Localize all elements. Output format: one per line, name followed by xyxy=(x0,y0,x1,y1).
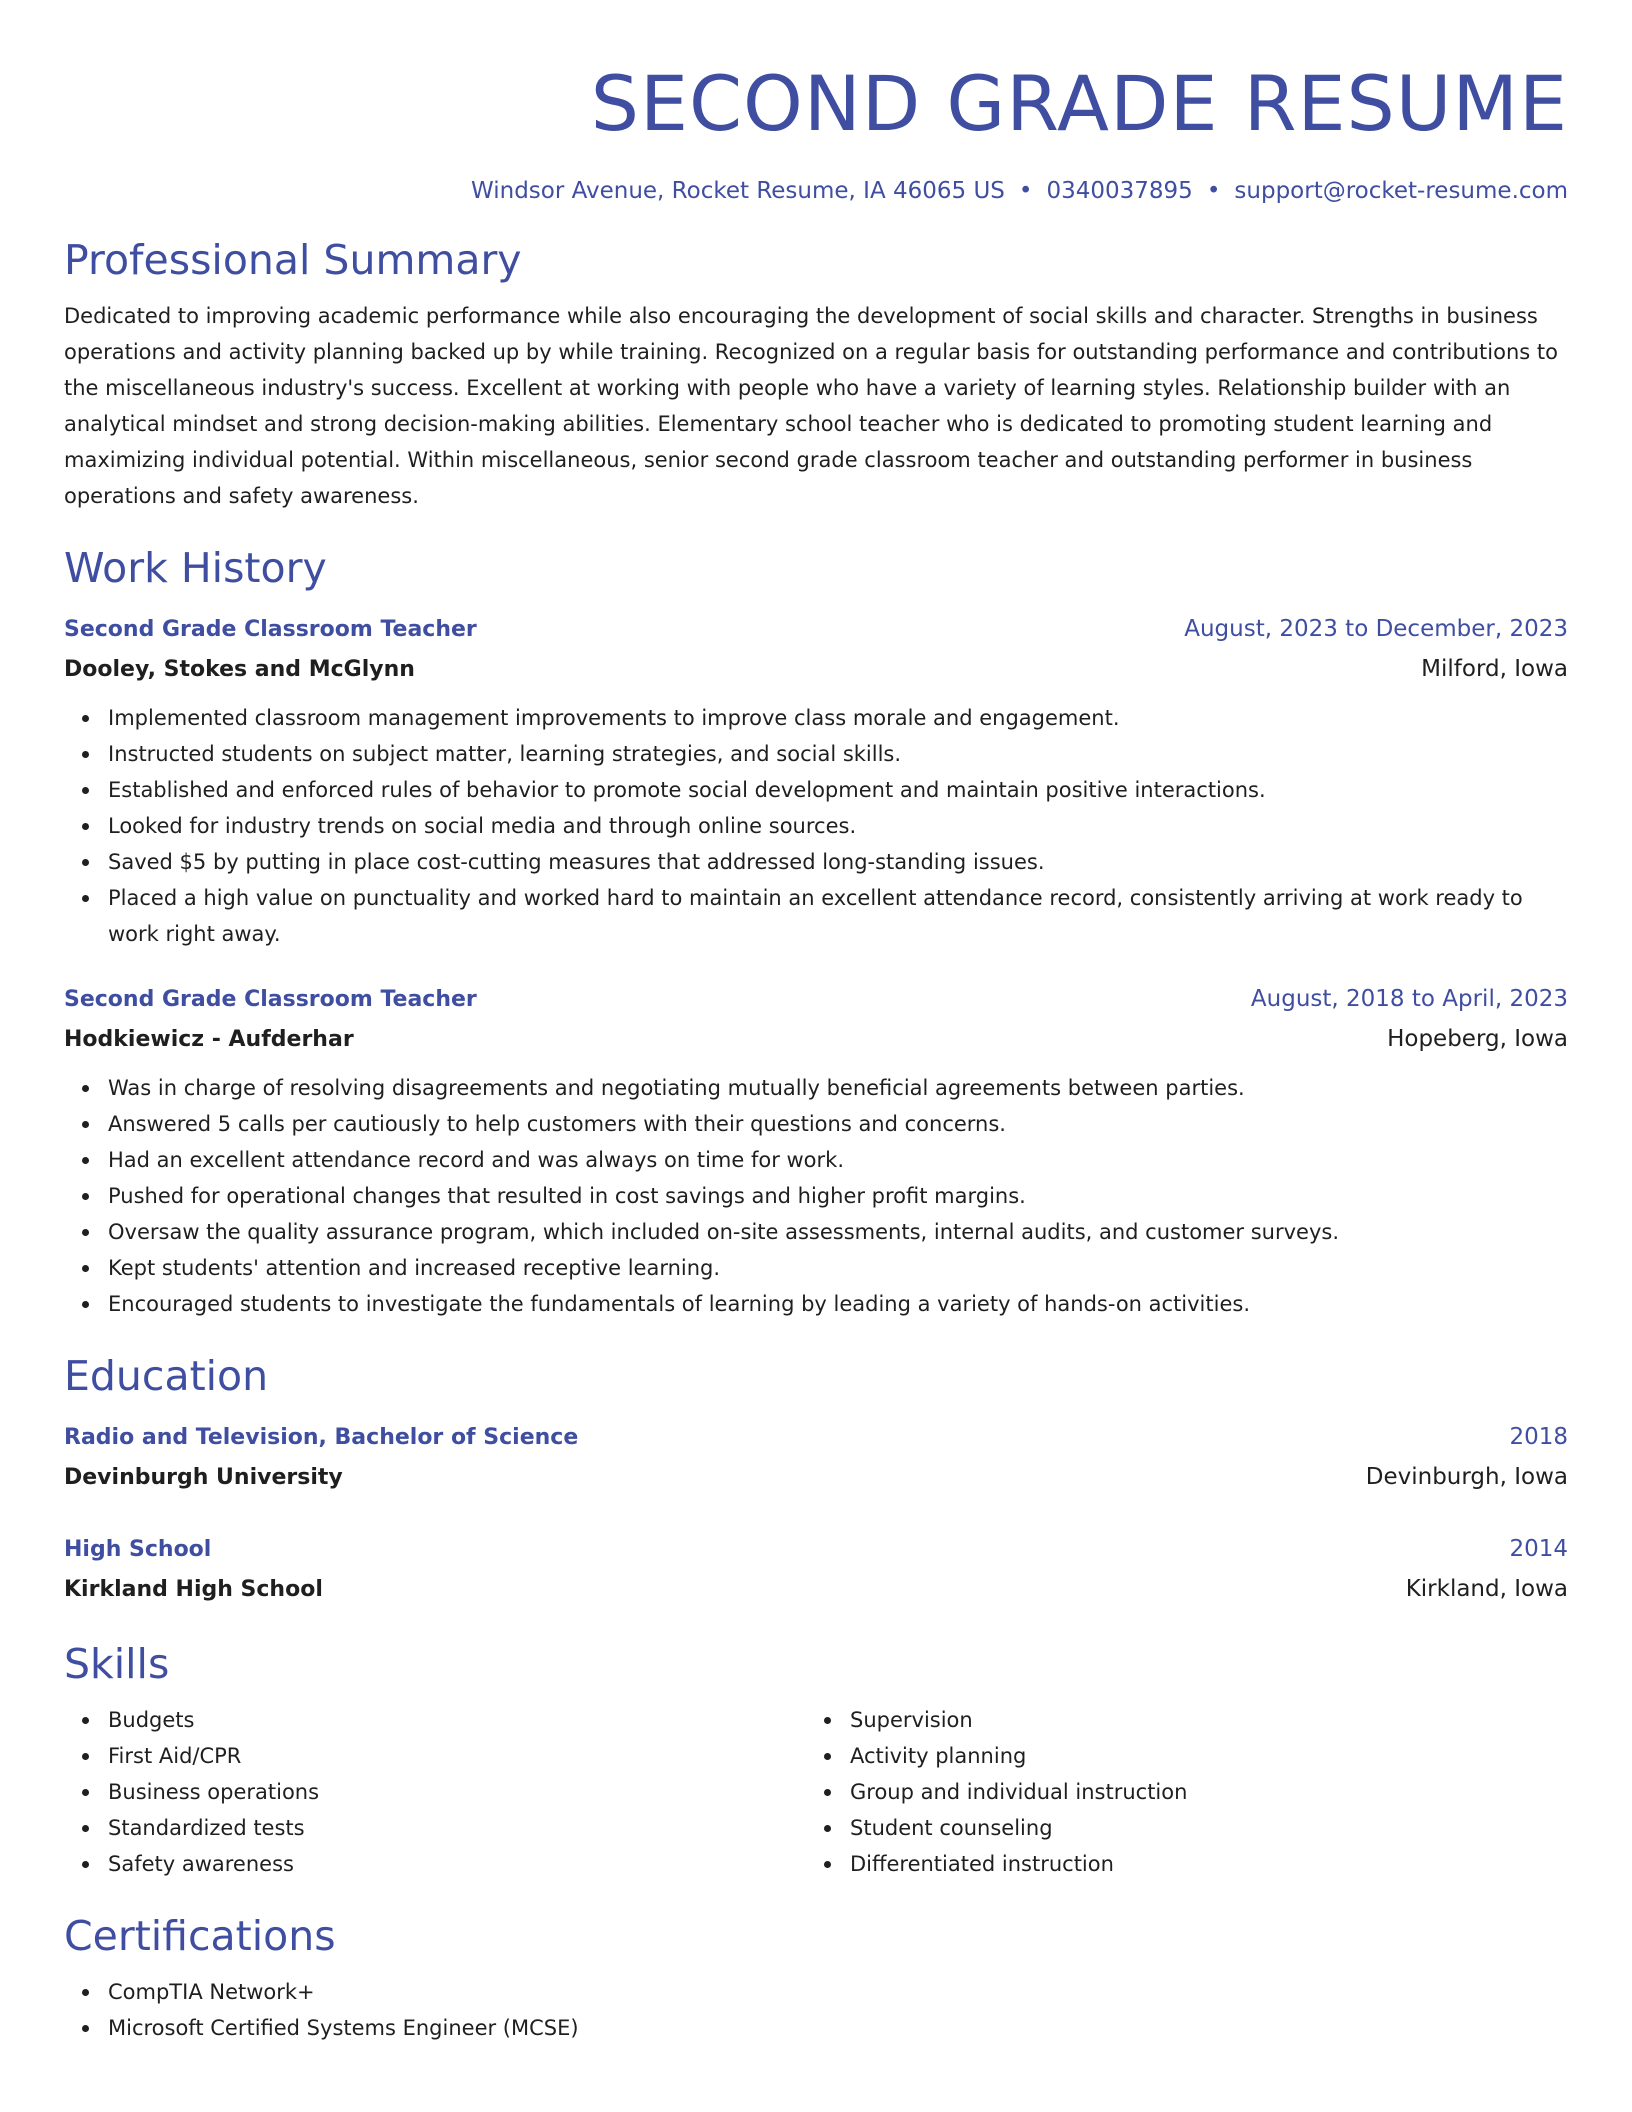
job-bullets xyxy=(64,700,1568,952)
list-item: Instructed students on subject matter, learning strategies, and social skills. xyxy=(108,736,1568,772)
job-entry xyxy=(64,610,1568,952)
education-entry xyxy=(64,1418,1568,1498)
list-item: Pushed for operational changes that resulted in cost savings and higher profit margins. xyxy=(108,1178,1568,1214)
list-item: Differentiated instruction xyxy=(850,1846,1548,1882)
job-location: Hopeberg, Iowa xyxy=(1387,1026,1568,1052)
list-item: Activity planning xyxy=(850,1738,1548,1774)
education-entry xyxy=(64,1530,1568,1610)
job-title: Second Grade Classroom Teacher xyxy=(64,617,477,642)
skills-section xyxy=(64,1636,1568,1882)
contact-email[interactable]: support@rocket-resume.com xyxy=(1234,178,1568,204)
skills-column-right xyxy=(806,1702,1548,1882)
work-history-section xyxy=(64,540,1568,1322)
list-item: Established and enforced rules of behavior to promote social development and maintain positive interactions. xyxy=(108,772,1568,808)
education-year: 2018 xyxy=(1509,1424,1568,1450)
list-item: Saved $5 by putting in place cost-cutting measures that addressed long-standing issues. xyxy=(108,844,1568,880)
list-item: Placed a high value on punctuality and worked hard to maintain an excellent attendance record, consistently arriving at work ready to work right away. xyxy=(108,880,1568,952)
contact-separator: • xyxy=(1018,178,1033,204)
skills-column-left xyxy=(64,1702,806,1882)
education-degree: High School xyxy=(64,1537,212,1562)
contact-line xyxy=(64,174,1568,208)
summary-heading: Professional Summary xyxy=(64,236,522,284)
list-item: Budgets xyxy=(108,1702,806,1738)
list-item: Answered 5 calls per cautiously to help customers with their questions and concerns. xyxy=(108,1106,1568,1142)
job-dates: August, 2023 to December, 2023 xyxy=(1184,616,1568,642)
list-item: Encouraged students to investigate the fundamentals of learning by leading a variety of hands-on activities. xyxy=(108,1286,1568,1322)
list-item: Oversaw the quality assurance program, which included on-site assessments, internal audits, and customer surveys. xyxy=(108,1214,1568,1250)
job-bullets xyxy=(64,1070,1568,1322)
education-school: Devinburgh University xyxy=(64,1465,343,1490)
list-item: Implemented classroom management improvements to improve class morale and engagement. xyxy=(108,700,1568,736)
resume-name: SECOND GRADE RESUME xyxy=(590,59,1568,148)
education-school: Kirkland High School xyxy=(64,1577,323,1602)
list-item: Had an excellent attendance record and was always on time for work. xyxy=(108,1142,1568,1178)
list-item: Was in charge of resolving disagreements and negotiating mutually beneficial agreements between parties. xyxy=(108,1070,1568,1106)
contact-separator: • xyxy=(1206,178,1221,204)
work-history-heading: Work History xyxy=(64,544,327,592)
list-item: Microsoft Certified Systems Engineer (MCSE) xyxy=(108,2010,1568,2046)
education-year: 2014 xyxy=(1509,1536,1568,1562)
skills-heading: Skills xyxy=(64,1640,170,1688)
list-item: Safety awareness xyxy=(108,1846,806,1882)
list-item: Supervision xyxy=(850,1702,1548,1738)
job-company: Hodkiewicz - Aufderhar xyxy=(64,1027,354,1052)
job-company: Dooley, Stokes and McGlynn xyxy=(64,657,415,682)
summary-text: Dedicated to improving academic performance while also encouraging the development of social skills and character. Strengths in business operations and activity planning backed up by while training. Recognized on a regular basis for outstanding performance and contributions to the miscellaneous industry's success. Excellent at working with people who have a variety of learning styles. Relationship builder with an analytical mindset and strong decision-making abilities. Elementary school teacher who is dedicated to promoting student learning and maximizing individual potential. Within miscellaneous, senior second grade classroom teacher and outstanding performer in business operations and safety awareness. xyxy=(64,304,1558,508)
education-degree: Radio and Television, Bachelor of Science xyxy=(64,1425,579,1450)
skills-grid xyxy=(64,1702,1568,1882)
job-location: Milford, Iowa xyxy=(1421,656,1568,682)
list-item: Business operations xyxy=(108,1774,806,1810)
job-entry xyxy=(64,980,1568,1322)
job-dates: August, 2018 to April, 2023 xyxy=(1250,986,1568,1012)
job-title: Second Grade Classroom Teacher xyxy=(64,987,477,1012)
list-item: Standardized tests xyxy=(108,1810,806,1846)
education-location: Kirkland, Iowa xyxy=(1405,1576,1568,1602)
list-item: First Aid/CPR xyxy=(108,1738,806,1774)
education-location: Devinburgh, Iowa xyxy=(1365,1464,1568,1490)
list-item: Student counseling xyxy=(850,1810,1548,1846)
contact-address: Windsor Avenue, Rocket Resume, IA 46065 US xyxy=(470,178,1005,204)
list-item: Group and individual instruction xyxy=(850,1774,1548,1810)
certifications-list xyxy=(64,1974,1568,2046)
certifications-heading: Certifications xyxy=(64,1912,336,1960)
list-item: Kept students' attention and increased receptive learning. xyxy=(108,1250,1568,1286)
list-item: CompTIA Network+ xyxy=(108,1974,1568,2010)
certifications-section xyxy=(64,1908,1568,2046)
education-heading: Education xyxy=(64,1352,269,1400)
list-item: Looked for industry trends on social media and through online sources. xyxy=(108,808,1568,844)
education-section xyxy=(64,1348,1568,1610)
contact-phone: 0340037895 xyxy=(1046,178,1193,204)
